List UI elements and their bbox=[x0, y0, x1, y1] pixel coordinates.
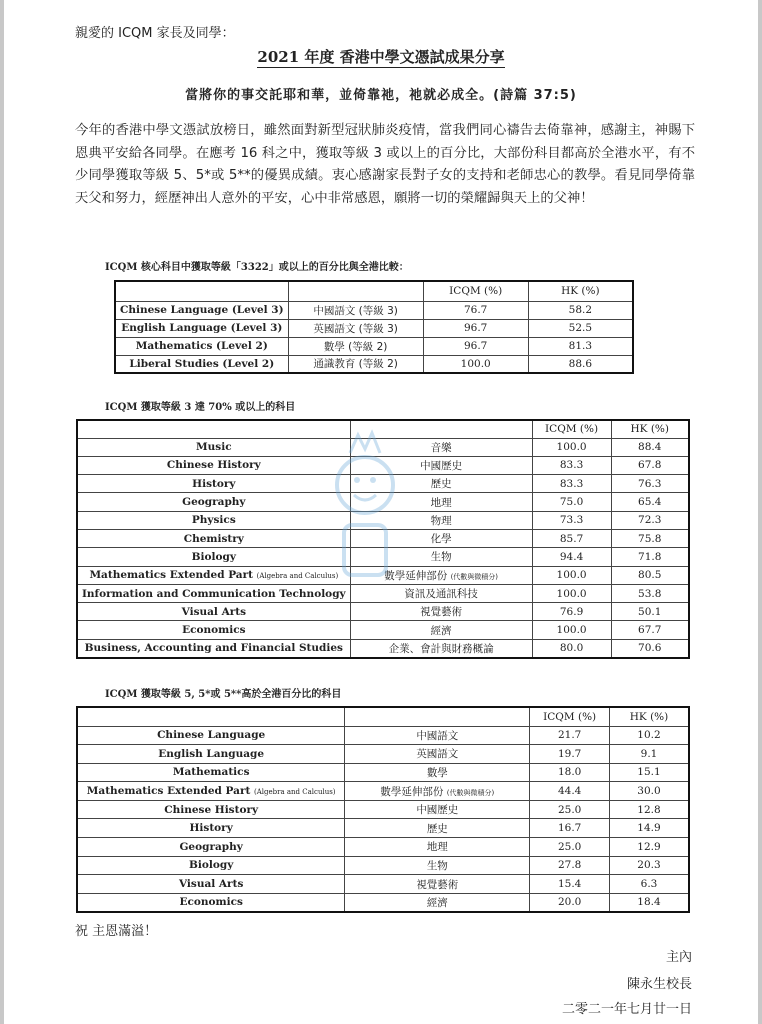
table-row bbox=[77, 726, 689, 745]
subject-chinese-name: 化學 bbox=[430, 533, 452, 546]
level5-subjects-table bbox=[76, 706, 690, 913]
subject-english bbox=[77, 456, 350, 474]
table-row bbox=[77, 800, 689, 819]
subject-english-name: Visual Arts bbox=[178, 878, 244, 891]
letter-date: 二零二一年七月廿一日 bbox=[561, 1002, 692, 1017]
table-row bbox=[77, 838, 689, 857]
header-cell bbox=[288, 281, 423, 301]
subject-chinese bbox=[345, 800, 530, 819]
subject-english-name: Biology bbox=[189, 859, 234, 872]
subject-chinese-name: 數學 bbox=[426, 766, 448, 779]
subject-english-name: History bbox=[192, 477, 236, 490]
hk-percent: 53.8 bbox=[611, 584, 689, 602]
greeting: 親愛的 ICQM 家長及同學： bbox=[75, 26, 235, 41]
icqm-percent: 100.0 bbox=[532, 584, 611, 602]
subject-english-name: Biology bbox=[191, 550, 236, 563]
subject-english bbox=[77, 475, 350, 493]
icqm-percent: 18.0 bbox=[530, 763, 610, 782]
subject-english bbox=[77, 438, 350, 456]
table-row bbox=[77, 782, 689, 801]
icqm-percent: 94.4 bbox=[532, 548, 611, 566]
subject-english bbox=[77, 745, 345, 764]
subject-chinese bbox=[345, 856, 530, 875]
table-row bbox=[77, 603, 689, 621]
page-title bbox=[0, 46, 762, 67]
hk-percent: 80.5 bbox=[611, 566, 689, 584]
subject-english-name: Chinese Language (Level 3) bbox=[120, 304, 284, 316]
icqm-percent: 96.7 bbox=[423, 337, 528, 355]
icqm-percent: 96.7 bbox=[423, 319, 528, 337]
subject-chinese bbox=[350, 639, 532, 657]
subject-english bbox=[77, 493, 350, 511]
icqm-percent: 76.7 bbox=[423, 301, 528, 319]
header-icqm: ICQM (%) bbox=[530, 707, 610, 726]
hk-percent: 71.8 bbox=[611, 548, 689, 566]
icqm-percent: 83.3 bbox=[532, 456, 611, 474]
subject-english bbox=[77, 726, 345, 745]
subject-english-name: Economics bbox=[179, 896, 243, 909]
icqm-percent: 100.0 bbox=[532, 566, 611, 584]
subject-chinese-name: 數學延伸部份 bbox=[384, 569, 448, 582]
icqm-percent: 100.0 bbox=[423, 355, 528, 373]
subject-chinese-name: 歷史 bbox=[430, 478, 452, 491]
subject-english-name: Chinese History bbox=[166, 459, 261, 472]
table-row bbox=[77, 819, 689, 838]
blessing: 祝 主恩滿溢！ bbox=[75, 924, 158, 939]
subject-chinese bbox=[345, 763, 530, 782]
subject-chinese-name: 經濟 bbox=[430, 624, 452, 637]
subject-chinese bbox=[288, 355, 423, 373]
icqm-percent: 16.7 bbox=[530, 819, 610, 838]
subject-chinese bbox=[288, 319, 423, 337]
header-hk: HK (%) bbox=[611, 420, 689, 438]
icqm-percent: 100.0 bbox=[532, 438, 611, 456]
table-header-row bbox=[115, 281, 633, 301]
subject-english-name: Chinese History bbox=[164, 803, 259, 816]
subject-english bbox=[115, 337, 288, 355]
subject-english bbox=[77, 782, 345, 801]
icqm-percent: 83.3 bbox=[532, 475, 611, 493]
subject-english-note: (Algebra and Calculus) bbox=[256, 572, 339, 581]
subject-chinese bbox=[350, 584, 532, 602]
icqm-percent: 75.0 bbox=[532, 493, 611, 511]
subject-chinese-name: 通識教育 (等級 2) bbox=[313, 358, 398, 371]
subject-english bbox=[77, 893, 345, 912]
sign-off: 主內 bbox=[665, 950, 692, 965]
page-edge-left bbox=[0, 0, 4, 1024]
hk-percent: 6.3 bbox=[610, 875, 690, 894]
table-row bbox=[77, 584, 689, 602]
subject-english-name: Mathematics bbox=[172, 766, 250, 779]
icqm-percent: 73.3 bbox=[532, 511, 611, 529]
subject-english bbox=[77, 566, 350, 584]
table-row bbox=[77, 875, 689, 894]
icqm-percent: 20.0 bbox=[530, 893, 610, 912]
subject-english-name: Business, Accounting and Financial Studies bbox=[84, 642, 343, 655]
subject-english bbox=[77, 856, 345, 875]
subject-chinese-name: 生物 bbox=[430, 551, 452, 564]
table-row bbox=[115, 301, 633, 319]
subject-chinese bbox=[345, 745, 530, 764]
icqm-percent: 27.8 bbox=[530, 856, 610, 875]
hk-percent: 18.4 bbox=[610, 893, 690, 912]
hk-percent: 20.3 bbox=[610, 856, 690, 875]
subject-chinese-name: 企業、會計與財務概論 bbox=[388, 642, 494, 655]
table-row bbox=[77, 893, 689, 912]
subject-english-name: Chinese Language bbox=[157, 729, 266, 742]
hk-percent: 14.9 bbox=[610, 819, 690, 838]
hk-percent: 88.4 bbox=[611, 438, 689, 456]
subject-chinese-name: 英國語文 (等級 3) bbox=[313, 322, 398, 335]
subject-english-name: Geography bbox=[182, 496, 246, 509]
subject-english bbox=[115, 301, 288, 319]
subject-chinese bbox=[288, 301, 423, 319]
hk-percent: 15.1 bbox=[610, 763, 690, 782]
icqm-percent: 100.0 bbox=[532, 621, 611, 639]
hk-percent: 75.8 bbox=[611, 529, 689, 547]
icqm-percent: 21.7 bbox=[530, 726, 610, 745]
icqm-percent: 85.7 bbox=[532, 529, 611, 547]
subject-chinese-name: 物理 bbox=[430, 514, 452, 527]
table-row bbox=[115, 337, 633, 355]
subject-chinese bbox=[345, 782, 530, 801]
icqm-percent: 15.4 bbox=[530, 875, 610, 894]
subject-chinese bbox=[288, 337, 423, 355]
table-row bbox=[77, 745, 689, 764]
table-row bbox=[77, 639, 689, 657]
intro-paragraph: 今年的香港中學文憑試放榜日，雖然面對新型冠狀肺炎疫情，當我們同心禱告去倚靠神，感謝主，神賜下恩典平安給各同學。在應考 16 科之中，獲取等級 3 或以上的百分比，大部份科目都高於全港水平，有不少同學獲取等級 5、5*或 5**的優異成績。衷心感謝家長對子女的支持和老師忠心的教學。看見同學倚靠天父和努力，經歷神出人意外的平安，心中非常感恩，願將一切的榮耀歸與天上的父神！ bbox=[75, 123, 695, 206]
subject-english bbox=[77, 838, 345, 857]
subject-english bbox=[77, 511, 350, 529]
header-icqm: ICQM (%) bbox=[423, 281, 528, 301]
subject-english bbox=[115, 319, 288, 337]
subject-chinese bbox=[350, 603, 532, 621]
table-row bbox=[115, 355, 633, 373]
header-hk: HK (%) bbox=[610, 707, 690, 726]
hk-percent: 30.0 bbox=[610, 782, 690, 801]
subject-english-name: Visual Arts bbox=[181, 605, 247, 618]
subject-english-name: English Language bbox=[158, 747, 265, 760]
subject-english-name: Physics bbox=[191, 514, 236, 527]
subject-chinese-name: 英國語文 bbox=[416, 748, 459, 761]
school-watermark-logo bbox=[330, 425, 400, 585]
hk-percent: 72.3 bbox=[611, 511, 689, 529]
subject-chinese-name: 視覺藝術 bbox=[420, 606, 463, 619]
subject-chinese-name: 中國歷史 bbox=[416, 804, 459, 817]
subject-chinese-name: 視覺藝術 bbox=[416, 878, 459, 891]
table2-caption: ICQM 獲取等級 3 達 70% 或以上的科目 bbox=[105, 402, 296, 413]
header-cell bbox=[77, 707, 345, 726]
subject-chinese bbox=[345, 893, 530, 912]
subject-chinese bbox=[345, 819, 530, 838]
table-row bbox=[115, 319, 633, 337]
header-hk: HK (%) bbox=[528, 281, 633, 301]
hk-percent: 67.8 bbox=[611, 456, 689, 474]
subject-english-name: History bbox=[189, 822, 233, 835]
subject-chinese-name: 中國歷史 bbox=[420, 459, 463, 472]
bible-verse: 當將你的事交託耶和華，並倚靠祂，祂就必成全。(詩篇 37:5) bbox=[185, 88, 577, 103]
hk-percent: 88.6 bbox=[528, 355, 633, 373]
icqm-percent: 19.7 bbox=[530, 745, 610, 764]
header-cell bbox=[77, 420, 350, 438]
page-edge-right bbox=[758, 0, 762, 1024]
hk-percent: 81.3 bbox=[528, 337, 633, 355]
icqm-percent: 76.9 bbox=[532, 603, 611, 621]
table1-caption: ICQM 核心科目中獲取等級「3322」或以上的百分比與全港比較： bbox=[105, 262, 409, 273]
subject-english bbox=[77, 621, 350, 639]
subject-english bbox=[77, 800, 345, 819]
subject-english bbox=[77, 584, 350, 602]
subject-chinese-name: 生物 bbox=[426, 859, 448, 872]
subject-english-name: Information and Communication Technology bbox=[82, 587, 346, 600]
icqm-percent: 25.0 bbox=[530, 800, 610, 819]
principal-name: 陳永生校長 bbox=[626, 977, 692, 992]
hk-percent: 52.5 bbox=[528, 319, 633, 337]
core-subjects-table bbox=[114, 280, 634, 374]
subject-chinese-name: 地理 bbox=[426, 841, 448, 854]
subject-chinese-name: 歷史 bbox=[426, 822, 448, 835]
subject-chinese bbox=[345, 726, 530, 745]
hk-percent: 50.1 bbox=[611, 603, 689, 621]
subject-english bbox=[77, 529, 350, 547]
subject-english bbox=[77, 603, 350, 621]
table-row bbox=[77, 621, 689, 639]
subject-chinese-name: 音樂 bbox=[430, 441, 452, 454]
icqm-percent: 80.0 bbox=[532, 639, 611, 657]
subject-english-name: Liberal Studies (Level 2) bbox=[129, 357, 275, 370]
subject-chinese-note: (代數與微積分) bbox=[446, 788, 495, 797]
hk-percent: 58.2 bbox=[528, 301, 633, 319]
subject-english-name: Mathematics (Level 2) bbox=[135, 340, 268, 352]
subject-chinese bbox=[350, 621, 532, 639]
hk-percent: 76.3 bbox=[611, 475, 689, 493]
subject-english bbox=[77, 875, 345, 894]
subject-english bbox=[77, 763, 345, 782]
subject-chinese-name: 中國語文 (等級 3) bbox=[313, 304, 398, 317]
subject-english-name: Music bbox=[196, 441, 232, 454]
hk-percent: 9.1 bbox=[610, 745, 690, 764]
header-icqm: ICQM (%) bbox=[532, 420, 611, 438]
subject-chinese-name: 數學 (等級 2) bbox=[323, 340, 388, 353]
subject-english bbox=[115, 355, 288, 373]
page-title-text: 2021 年度 香港中學文憑試成果分享 bbox=[257, 48, 505, 66]
subject-english-name: Mathematics Extended Part bbox=[86, 785, 251, 798]
hk-percent: 12.8 bbox=[610, 800, 690, 819]
subject-english bbox=[77, 819, 345, 838]
subject-chinese-name: 資訊及通訊科技 bbox=[404, 588, 478, 601]
table-row bbox=[77, 856, 689, 875]
subject-english-name: English Language (Level 3) bbox=[121, 322, 283, 334]
table3-caption: ICQM 獲取等級 5, 5*或 5**高於全港百分比的科目 bbox=[105, 689, 342, 700]
subject-english-name: Economics bbox=[182, 624, 246, 637]
subject-chinese-name: 數學延伸部份 bbox=[380, 785, 444, 798]
header-cell bbox=[115, 281, 288, 301]
table-row bbox=[77, 763, 689, 782]
subject-chinese-name: 中國語文 bbox=[416, 729, 459, 742]
hk-percent: 70.6 bbox=[611, 639, 689, 657]
icqm-percent: 25.0 bbox=[530, 838, 610, 857]
subject-english-name: Chemistry bbox=[183, 532, 244, 545]
subject-chinese-name: 地理 bbox=[430, 496, 452, 509]
subject-chinese bbox=[345, 875, 530, 894]
table-header-row bbox=[77, 707, 689, 726]
hk-percent: 67.7 bbox=[611, 621, 689, 639]
hk-percent: 10.2 bbox=[610, 726, 690, 745]
subject-english-name: Geography bbox=[179, 840, 243, 853]
subject-english-note: (Algebra and Calculus) bbox=[254, 788, 336, 797]
subject-english bbox=[77, 548, 350, 566]
header-cell bbox=[345, 707, 530, 726]
subject-chinese bbox=[345, 838, 530, 857]
subject-chinese-note: (代數與微積分) bbox=[450, 572, 499, 581]
hk-percent: 12.9 bbox=[610, 838, 690, 857]
subject-chinese-name: 經濟 bbox=[426, 896, 448, 909]
icqm-percent: 44.4 bbox=[530, 782, 610, 801]
subject-english-name: Mathematics Extended Part bbox=[89, 569, 253, 582]
hk-percent: 65.4 bbox=[611, 493, 689, 511]
subject-english bbox=[77, 639, 350, 657]
